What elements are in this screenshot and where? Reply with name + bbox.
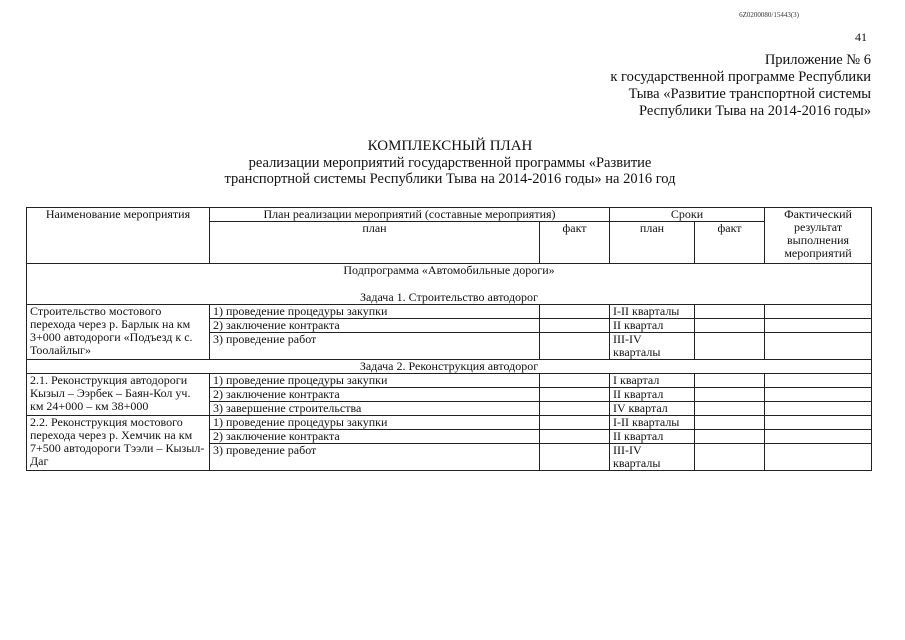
term-fact-cell <box>695 333 765 360</box>
measure-name: 2.2. Реконструкция мостового перехода через р. Хемчик на км 7+500 автодороги Тээли – Кызыл-Даг <box>27 416 210 471</box>
result-cell <box>765 416 872 430</box>
result-cell <box>765 430 872 444</box>
term-fact-cell <box>695 402 765 416</box>
term-plan-cell: I квартал <box>610 374 695 388</box>
table-row <box>27 305 872 319</box>
term-plan-cell: IV квартал <box>610 402 695 416</box>
term-fact-cell <box>695 305 765 319</box>
plan-table <box>26 207 872 471</box>
result-cell <box>765 388 872 402</box>
term-plan-cell: I-II кварталы <box>610 305 695 319</box>
header-name: Наименование мероприятия <box>27 208 210 264</box>
fact-cell <box>540 416 610 430</box>
header-plan-impl: План реализации мероприятий (составные мероприятия) <box>210 208 610 222</box>
header-row <box>27 208 872 222</box>
table-row <box>27 374 872 388</box>
header-terms: Сроки <box>610 208 765 222</box>
table-row <box>27 416 872 430</box>
term-plan-cell: III-IV кварталы <box>610 444 695 471</box>
measure-name: Строительство мостового перехода через р. Барлык на км 3+000 автодороги «Подъезд к с. Тоолайлыг» <box>27 305 210 360</box>
appendix-line: Республики Тыва на 2014-2016 годы» <box>638 103 871 119</box>
appendix-block <box>610 52 871 120</box>
fact-cell <box>540 305 610 319</box>
subprogram-row <box>27 264 872 305</box>
plan-cell: 1) проведение процедуры закупки <box>210 416 540 430</box>
term-plan-cell: II квартал <box>610 430 695 444</box>
fact-cell <box>540 402 610 416</box>
fact-cell <box>540 319 610 333</box>
term-fact-cell <box>695 388 765 402</box>
plan-cell: 3) проведение работ <box>210 333 540 360</box>
fact-cell <box>540 374 610 388</box>
term-plan-cell: I-II кварталы <box>610 416 695 430</box>
header-terms-fact: факт <box>695 222 765 264</box>
fact-cell <box>540 333 610 360</box>
term-fact-cell <box>695 444 765 471</box>
task-row <box>27 360 872 374</box>
appendix-line: Приложение № 6 <box>764 52 871 68</box>
term-plan-cell: II квартал <box>610 319 695 333</box>
term-fact-cell <box>695 416 765 430</box>
header-result: Фактический результат выполнения мероприятий <box>765 208 872 264</box>
plan-cell: 2) заключение контракта <box>210 388 540 402</box>
subprogram-title <box>27 264 872 305</box>
result-cell <box>765 305 872 319</box>
plan-cell: 3) проведение работ <box>210 444 540 471</box>
plan-cell: 2) заключение контракта <box>210 319 540 333</box>
result-cell <box>765 402 872 416</box>
plan-cell: 3) завершение строительства <box>210 402 540 416</box>
title-line: реализации мероприятий государственной программы «Развитие <box>248 155 652 171</box>
term-plan-cell: III-IV кварталы <box>610 333 695 360</box>
term-fact-cell <box>695 319 765 333</box>
subprogram-label: Подпрограмма «Автомобильные дороги» <box>343 263 555 277</box>
fact-cell <box>540 430 610 444</box>
result-cell <box>765 444 872 471</box>
plan-cell: 1) проведение процедуры закупки <box>210 305 540 319</box>
title-line: транспортной системы Республики Тыва на 2014-2016 годы» на 2016 год <box>224 171 676 187</box>
page-number: 41 <box>855 30 867 44</box>
fact-cell <box>540 444 610 471</box>
document-number: 6Z0200080/15443(3) <box>739 11 799 19</box>
task-label: Задача 1. Строительство автодорог <box>360 290 538 304</box>
document-title <box>150 138 750 187</box>
plan-cell: 1) проведение процедуры закупки <box>210 374 540 388</box>
plan-cell: 2) заключение контракта <box>210 430 540 444</box>
fact-cell <box>540 388 610 402</box>
header-plan: план <box>210 222 540 264</box>
task-label: Задача 2. Реконструкция автодорог <box>27 360 872 374</box>
appendix-line: к государственной программе Республики <box>610 69 871 85</box>
result-cell <box>765 374 872 388</box>
title-main: КОМПЛЕКСНЫЙ ПЛАН <box>367 138 533 154</box>
term-fact-cell <box>695 430 765 444</box>
header-fact: факт <box>540 222 610 264</box>
appendix-line: Тыва «Развитие транспортной системы <box>628 86 871 102</box>
term-plan-cell: II квартал <box>610 388 695 402</box>
term-fact-cell <box>695 374 765 388</box>
result-cell <box>765 319 872 333</box>
result-cell <box>765 333 872 360</box>
header-terms-plan: план <box>610 222 695 264</box>
measure-name: 2.1. Реконструкция автодороги Кызыл – Ээрбек – Баян-Кол уч. км 24+000 – км 38+000 <box>27 374 210 416</box>
